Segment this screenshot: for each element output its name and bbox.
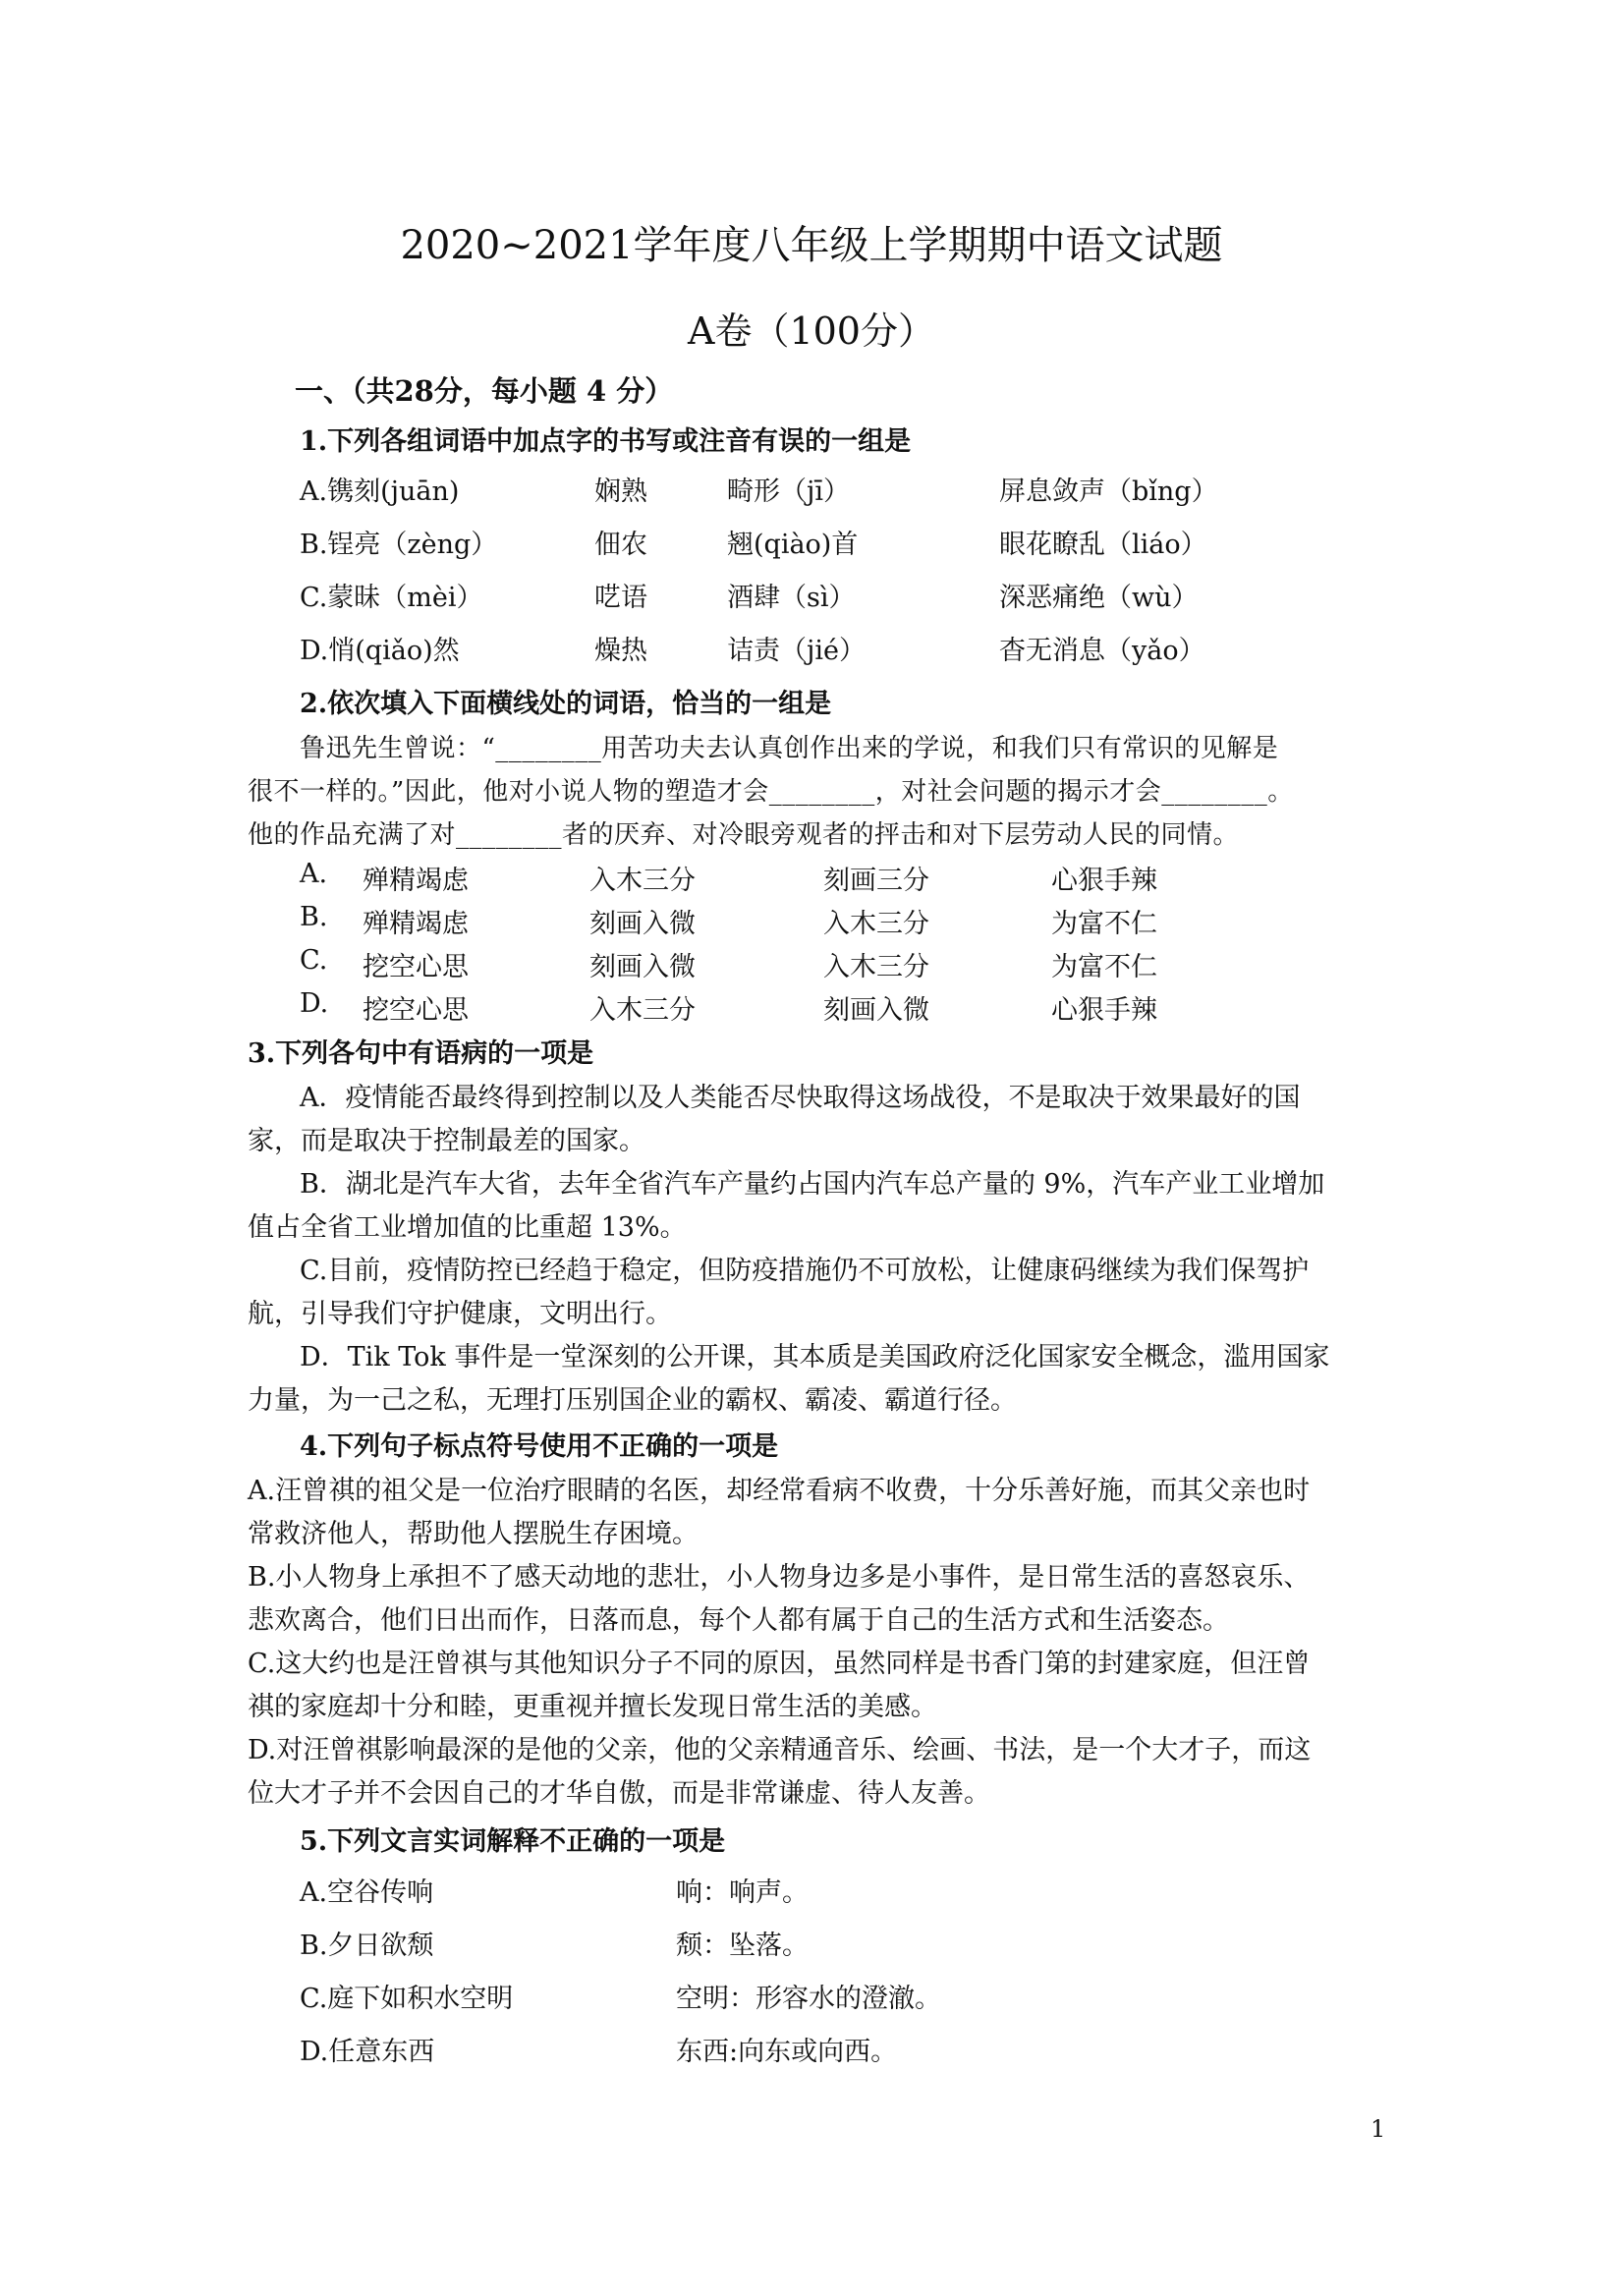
exam-title: 2020~2021学年度八年级上学期期中语文试题 xyxy=(400,223,1223,268)
q5-definition: 空明：形容水的澄澈。 xyxy=(676,1984,941,2014)
q1-cell: C.蒙昧（mèi） xyxy=(300,583,483,613)
question-3-stem: 3.下列各句中有语病的一项是 xyxy=(248,1038,594,1069)
q3-line: 航，引导我们守护健康，文明出行。 xyxy=(248,1299,672,1329)
page-number: 1 xyxy=(1371,2115,1386,2143)
question-2-stem: 2.依次填入下面横线处的词语，恰当的一组是 xyxy=(300,689,832,719)
paper-subtitle: A卷（100分） xyxy=(688,309,935,353)
q2-cell: 入木三分 xyxy=(589,866,696,896)
q2-cell: B. xyxy=(300,902,328,932)
q4-line: 悲欢离合，他们日出而作，日落而息，每个人都有属于自己的生活方式和生活姿态。 xyxy=(248,1605,1229,1636)
q2-cell: C. xyxy=(300,945,328,976)
q3-line: D．Tik Tok 事件是一堂深刻的公开课，其本质是美国政府泛化国家安全概念，滥用国家 xyxy=(300,1342,1330,1372)
q1-cell: D.悄(qiǎo)然 xyxy=(300,636,460,666)
q5-term: B.夕日欲颓 xyxy=(300,1931,434,1961)
q1-cell: 眼花瞭乱（liáo） xyxy=(999,530,1207,560)
q1-cell: 畸形（jī） xyxy=(727,476,851,507)
q1-cell: A.镌刻(juān) xyxy=(300,476,460,507)
q5-term: A.空谷传响 xyxy=(300,1877,434,1908)
q2-passage-line: 鲁迅先生曾说：“________用苦功夫去认真创作出来的学说，和我们只有常识的见解是 xyxy=(300,734,1279,763)
q2-cell: 心狠手辣 xyxy=(1051,866,1157,896)
q2-cell: 为富不仁 xyxy=(1051,909,1157,939)
q2-cell: 殚精竭虑 xyxy=(363,909,469,939)
q2-cell: 入木三分 xyxy=(823,909,929,939)
q1-cell: B.锃亮（zèng） xyxy=(300,530,498,560)
q2-cell: 入木三分 xyxy=(823,952,929,982)
q2-cell: D. xyxy=(300,988,329,1019)
q4-line: A.汪曾祺的祖父是一位治疗眼睛的名医，却经常看病不收费，十分乐善好施，而其父亲也时 xyxy=(248,1476,1311,1506)
q2-cell: A. xyxy=(300,859,328,889)
q1-cell: 燥热 xyxy=(594,636,647,666)
q2-cell: 挖空心思 xyxy=(363,952,469,982)
q5-definition: 颓：坠落。 xyxy=(676,1931,809,1961)
q4-line: 位大才子并不会因自己的才华自傲，而是非常谦虚、待人友善。 xyxy=(248,1778,990,1809)
q2-passage-line: 很不一样的。”因此，他对小说人物的塑造才会________，对社会问题的揭示才会________。 xyxy=(248,777,1294,807)
q2-cell: 心狠手辣 xyxy=(1051,995,1157,1026)
q3-line: A．疫情能否最终得到控制以及人类能否尽快取得这场战役，不是取决于效果最好的国 xyxy=(300,1083,1301,1113)
q2-cell: 刻画入微 xyxy=(823,995,929,1026)
q1-cell: 翘(qiào)首 xyxy=(727,530,859,560)
q1-cell: 娴熟 xyxy=(594,476,647,507)
q3-line: 家，而是取决于控制最差的国家。 xyxy=(248,1126,645,1156)
q1-cell: 杳无消息（yǎo） xyxy=(999,636,1205,666)
q3-line: 力量，为一己之私，无理打压别国企业的霸权、霸凌、霸道行径。 xyxy=(248,1385,1017,1416)
q3-line: B．湖北是汽车大省，去年全省汽车产量约占国内汽车总产量的 9%，汽车产业工业增加 xyxy=(300,1169,1325,1200)
q1-cell: 深恶痛绝（wù） xyxy=(999,583,1199,613)
q2-cell: 入木三分 xyxy=(589,995,696,1026)
q1-cell: 呓语 xyxy=(594,583,647,613)
q4-line: B.小人物身上承担不了感天动地的悲壮，小人物身边多是小事件，是日常生活的喜怒哀乐、 xyxy=(248,1562,1311,1593)
q4-line: 常救济他人，帮助他人摆脱生存困境。 xyxy=(248,1519,699,1549)
q4-line: C.这大约也是汪曾祺与其他知识分子不同的原因，虽然同样是书香门第的封建家庭，但汪曾 xyxy=(248,1649,1311,1679)
q1-cell: 酒肆（sì） xyxy=(727,583,856,613)
q2-cell: 挖空心思 xyxy=(363,995,469,1026)
section-heading: 一、（共28分，每小题 4 分） xyxy=(295,374,674,408)
q5-definition: 东西:向东或向西。 xyxy=(676,2037,898,2067)
q1-cell: 屏息敛声（bǐng） xyxy=(999,476,1218,507)
question-1-stem: 1.下列各组词语中加点字的书写或注音有误的一组是 xyxy=(300,426,912,457)
question-4-stem: 4.下列句子标点符号使用不正确的一项是 xyxy=(300,1431,779,1462)
q2-cell: 刻画三分 xyxy=(823,866,929,896)
q5-term: C.庭下如积水空明 xyxy=(300,1984,514,2014)
q2-cell: 殚精竭虑 xyxy=(363,866,469,896)
q4-line: 祺的家庭却十分和睦，更重视并擅长发现日常生活的美感。 xyxy=(248,1692,937,1722)
q2-cell: 为富不仁 xyxy=(1051,952,1157,982)
q5-term: D.任意东西 xyxy=(300,2037,435,2067)
question-5-stem: 5.下列文言实词解释不正确的一项是 xyxy=(300,1826,726,1857)
q3-line: C.目前，疫情防控已经趋于稳定，但防疫措施仍不可放松，让健康码继续为我们保驾护 xyxy=(300,1256,1310,1286)
q2-passage-line: 他的作品充满了对________者的厌弃、对冷眼旁观者的抨击和对下层劳动人民的同情。 xyxy=(248,820,1240,850)
q5-definition: 响：响声。 xyxy=(676,1877,809,1908)
q2-cell: 刻画入微 xyxy=(589,952,696,982)
q2-cell: 刻画入微 xyxy=(589,909,696,939)
q4-line: D.对汪曾祺影响最深的是他的父亲，他的父亲精通音乐、绘画、书法，是一个大才子，而这 xyxy=(248,1735,1312,1765)
q1-cell: 佃农 xyxy=(594,530,647,560)
q1-cell: 诘责（jié） xyxy=(727,636,866,666)
q3-line: 值占全省工业增加值的比重超 13%。 xyxy=(248,1212,687,1243)
